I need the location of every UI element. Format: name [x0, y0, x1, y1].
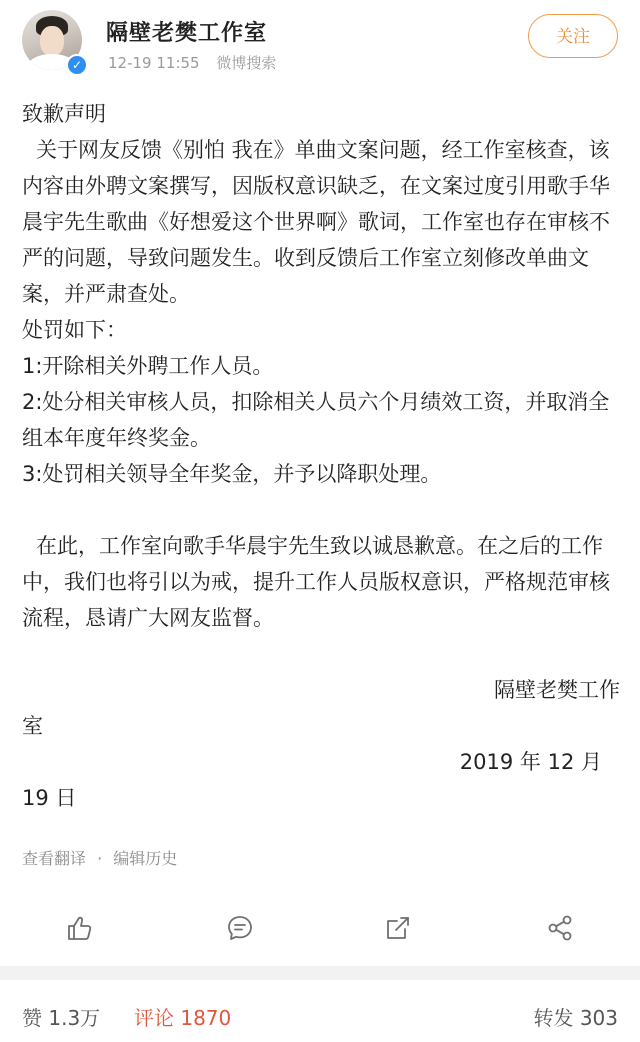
- stats-bar: [0, 996, 640, 1040]
- post-paragraph-1: 关于网友反馈《别怕 我在》单曲文案问题，经工作室核查，该内容由外聘文案撰写，因版权意识缺乏，在文案过度引用歌手华晨宇先生歌曲《好想爱这个世界啊》歌词，工作室也存在审核不严的问题，导致问题发生。收到反馈后工作室立刻修改单曲文案，并严肃查处。: [22, 138, 610, 306]
- verified-badge-icon: ✓: [66, 54, 88, 76]
- reposts-label: 转发: [533, 1006, 574, 1030]
- avatar[interactable]: [22, 10, 88, 76]
- thumbs-up-icon: [65, 913, 95, 943]
- penalty-item-2: 2:处分相关审核人员，扣除相关人员六个月绩效工资，并取消全组本年度年终奖金。: [22, 390, 610, 450]
- post-meta: [108, 52, 276, 73]
- section-divider: [0, 966, 640, 980]
- share-button[interactable]: [542, 910, 578, 946]
- account-name[interactable]: 隔壁老樊工作室: [106, 21, 268, 46]
- repost-button[interactable]: [380, 910, 416, 946]
- link-separator: ·: [97, 849, 103, 868]
- post-paragraph-2: 在此，工作室向歌手华晨宇先生致以诚恳歉意。在之后的工作中，我们也将引以为戒，提升工作人员版权意识，严格规范审核流程，恳请广大网友监督。: [22, 534, 610, 630]
- post-time: 12-19 11:55: [108, 54, 200, 72]
- post-links: [22, 846, 177, 869]
- penalty-item-1: 1:开除相关外聘工作人员。: [22, 354, 274, 378]
- comments-label: 评论: [134, 1006, 174, 1030]
- penalty-heading: 处罚如下：: [22, 318, 127, 342]
- like-button[interactable]: [62, 910, 98, 946]
- signature-line-2: 室: [22, 714, 43, 738]
- penalty-item-3: 3:处罚相关领导全年奖金，并予以降职处理。: [22, 462, 442, 486]
- reposts-tab[interactable]: [533, 1002, 618, 1031]
- share-out-icon: [383, 913, 413, 943]
- comments-tab[interactable]: [134, 1002, 231, 1031]
- action-toolbar: [0, 900, 640, 956]
- follow-button[interactable]: 关注: [528, 14, 618, 58]
- translate-link[interactable]: 查看翻译: [22, 849, 87, 868]
- share-network-icon: [545, 913, 575, 943]
- paragraph-gap: [22, 492, 620, 528]
- avatar-face: [40, 26, 64, 56]
- post-title: 致歉声明: [22, 102, 106, 126]
- date-line-2: 19 日: [22, 786, 77, 810]
- post-header: [0, 0, 640, 82]
- post-source: 微博搜索: [216, 54, 277, 72]
- likes-tab[interactable]: [22, 1002, 100, 1031]
- paragraph-gap: [22, 636, 620, 672]
- comment-icon: [225, 913, 255, 943]
- date-line-1: 2019 年 12 月: [459, 750, 602, 774]
- likes-count: 1.3万: [48, 1006, 101, 1030]
- comment-button[interactable]: [222, 910, 258, 946]
- comments-count: 1870: [180, 1006, 232, 1030]
- likes-label: 赞: [22, 1006, 42, 1030]
- edit-history-link[interactable]: 编辑历史: [113, 849, 178, 868]
- reposts-count: 303: [579, 1006, 618, 1030]
- signature-line-1: 隔壁老樊工作: [494, 678, 620, 702]
- post-content: [22, 96, 620, 816]
